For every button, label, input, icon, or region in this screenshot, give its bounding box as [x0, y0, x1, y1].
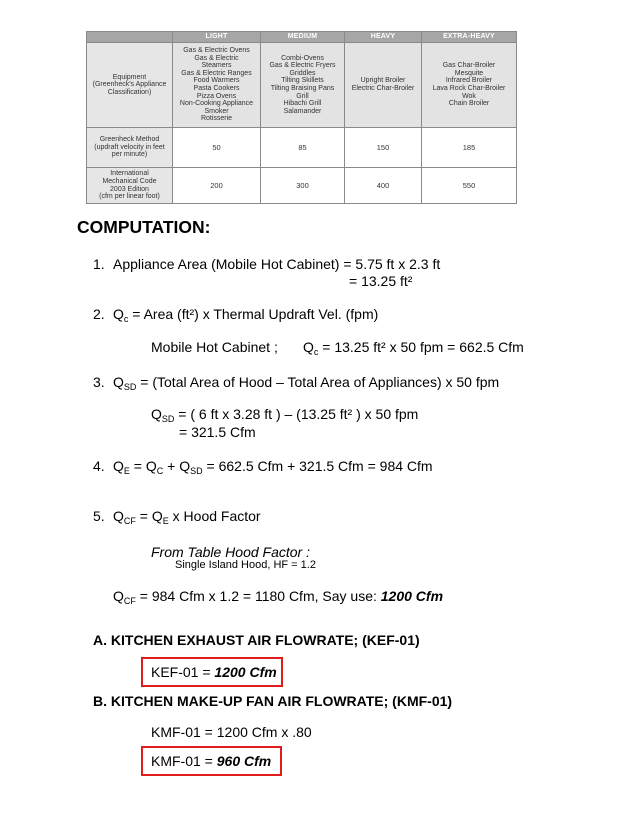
step-2-formula: $Q_c$ = Area (ft²) x Thermal Updraft Vel. (fpm)	[113, 306, 379, 324]
cell-light-equipment	[173, 43, 261, 128]
step-5-number: 5.	[93, 508, 105, 524]
cell-line: 150	[376, 142, 390, 152]
step-3-result: = 321.5 Cfm	[179, 424, 256, 440]
cell-line: Salamander	[283, 107, 322, 115]
step-2-sub-label: Mobile Hot Cabinet ;	[151, 339, 278, 355]
cell-line: International	[110, 170, 149, 178]
cell-line: Smoker	[204, 107, 229, 115]
hood-factor-reference: From Table Hood Factor :	[151, 544, 310, 560]
cell-line: Equipment	[112, 73, 147, 81]
cell-line: Pasta Cookers	[193, 85, 240, 92]
kmf-calculation: KMF-01 = 1200 Cfm x .80	[151, 724, 312, 740]
cell-line: Mechanical Code	[102, 177, 157, 185]
cell-line: (Greenheck's Appliance	[92, 81, 167, 89]
table-header-extra-heavy: EXTRA-HEAVY	[422, 32, 517, 43]
cell-line: (updraft velocity in feet	[94, 143, 165, 151]
cell-line: per minute)	[111, 151, 148, 159]
cell-line: 2003 Edition	[110, 185, 149, 193]
cell-line: Non-Cooking Appliance	[179, 100, 254, 108]
cell-line: Wok	[462, 92, 476, 100]
step-5-formula: $Q_{CF} = Q_E$ x Hood Factor	[113, 508, 261, 526]
step-2-sub-expr: $Q_c = 13.25$ ft² x 50 fpm = 662.5 Cfm	[303, 339, 524, 357]
step-3-formula: $Q_{SD}$ = (Total Area of Hood – Total Area of Appliances) x 50 fpm	[113, 374, 500, 392]
cell-line: 550	[462, 180, 476, 190]
cell-line: Tilting Skillets	[281, 77, 324, 85]
kef-result: KEF-01 = 1200 Cfm	[151, 664, 277, 680]
cell-line: Gas Char-Broiler	[442, 62, 496, 70]
step-5-result: $Q_{CF} = 984$ Cfm x 1.2 = 1180 Cfm, Say use: 1200 Cfm	[113, 588, 444, 606]
cell-line: Steamers	[201, 62, 232, 70]
cell-extra-heavy-imc	[422, 168, 517, 204]
cell-line: Mesquite	[454, 69, 484, 77]
row-label	[87, 43, 173, 128]
row-label	[87, 128, 173, 168]
cell-line: 400	[376, 180, 390, 190]
hood-factor-value: Single Island Hood, HF = 1.2	[175, 559, 316, 571]
cell-line: Infrared Broiler	[445, 77, 493, 85]
cell-line: Chain Broiler	[448, 100, 490, 108]
cell-line: Classification)	[107, 88, 152, 96]
cell-heavy-imc	[345, 168, 422, 204]
cell-light-imc	[173, 168, 261, 204]
cell-line: 300	[296, 180, 309, 190]
cell-line: Gas & Electric	[194, 54, 239, 62]
step-1-number: 1.	[93, 256, 105, 272]
cell-line: 200	[210, 180, 223, 190]
cell-line: 85	[298, 142, 307, 152]
cell-extra-heavy-equipment	[422, 43, 517, 128]
kmf-result: KMF-01 = 960 Cfm	[151, 753, 272, 769]
cell-line: Gas & Electric Ovens	[183, 47, 250, 55]
cell-line: Rotisserie	[200, 115, 233, 123]
step-3-expr: $Q_{SD}$ = ( 6 ft x 3.28 ft ) – (13.25 ft² ) x 50 fpm	[151, 406, 419, 424]
cell-line: Hibachi Grill	[283, 100, 322, 108]
cell-line: Tilting Braising Pans	[270, 85, 335, 92]
table-header-corner	[87, 32, 173, 43]
table-row-greenheck	[87, 128, 517, 168]
table-header-medium: MEDIUM	[261, 32, 345, 43]
appliance-classification-table	[86, 31, 516, 204]
cell-line: Lava Rock Char-Broiler	[432, 85, 506, 92]
cell-line: 50	[212, 142, 221, 152]
table-row-imc	[87, 168, 517, 204]
cell-line: 185	[462, 142, 476, 152]
cell-heavy-greenheck	[345, 128, 422, 168]
step-4-number: 4.	[93, 458, 105, 474]
cell-heavy-equipment	[345, 43, 422, 128]
cell-line: Combi-Ovens	[281, 54, 324, 62]
kitchen-makeup-heading: B. KITCHEN MAKE-UP FAN AIR FLOWRATE; (KMF-01)	[93, 693, 453, 709]
table-row-equipment	[87, 43, 517, 128]
cell-line: Griddles	[289, 69, 316, 77]
cell-line: Grill	[296, 92, 309, 100]
cell-line: Upright Broiler	[360, 77, 406, 85]
cell-line: (cfm per linear foot)	[99, 193, 160, 201]
cell-medium-equipment	[261, 43, 345, 128]
cell-line: Pizza Ovens	[196, 92, 237, 100]
table-header-light: LIGHT	[173, 32, 261, 43]
cell-line: Electric Char-Broiler	[351, 85, 415, 92]
computation-heading: COMPUTATION:	[77, 217, 211, 237]
step-1-result: = 13.25 ft²	[349, 273, 413, 289]
cell-light-greenheck	[173, 128, 261, 168]
step-3-number: 3.	[93, 374, 105, 390]
step-1-text: Appliance Area (Mobile Hot Cabinet) = 5.75 ft x 2.3 ft	[113, 256, 441, 272]
step-4-formula: $Q_E = Q_C + Q_{SD} = 662.5$ Cfm + 321.5 Cfm = 984 Cfm	[113, 458, 433, 476]
step-2-number: 2.	[93, 306, 105, 322]
cell-line: Gas & Electric Ranges	[181, 69, 252, 77]
cell-line: Food Warmers	[193, 77, 240, 85]
cell-line: Greenheck Method	[99, 136, 160, 144]
table-header-heavy: HEAVY	[345, 32, 422, 43]
cell-medium-greenheck	[261, 128, 345, 168]
cell-extra-heavy-greenheck	[422, 128, 517, 168]
cell-medium-imc	[261, 168, 345, 204]
kitchen-exhaust-heading: A. KITCHEN EXHAUST AIR FLOWRATE; (KEF-01)	[93, 632, 420, 648]
cell-line: Gas & Electric Fryers	[269, 62, 336, 70]
row-label	[87, 168, 173, 204]
